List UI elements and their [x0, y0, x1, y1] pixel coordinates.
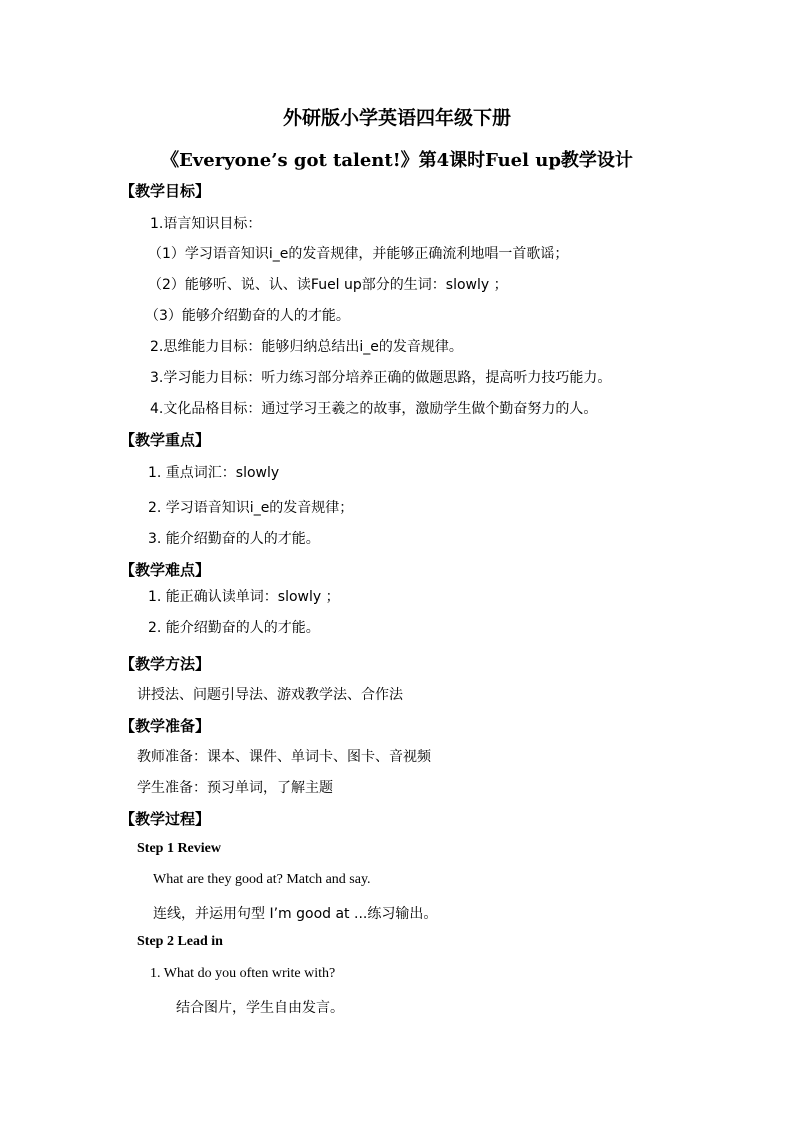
- document-subtitle: 《Everyone’s got talent!》第4课时Fuel up教学设计: [161, 150, 633, 171]
- methods-text: 讲授法、问题引导法、游戏教学法、合作法: [137, 687, 403, 703]
- key-point-item: 2. 学习语音知识i_e的发音规律；: [148, 500, 354, 516]
- document-title: 外研版小学英语四年级下册: [282, 107, 511, 129]
- process-heading: 【教学过程】: [120, 810, 211, 828]
- key-points-heading: 【教学重点】: [120, 431, 211, 449]
- objective-item: （1）学习语音知识i_e的发音规律，并能够正确流利地唱一首歌谣；: [148, 246, 569, 262]
- objective-item: （3）能够介绍勤奋的人的才能。: [145, 308, 350, 324]
- teacher-preparation: 教师准备：课本、课件、单词卡、图卡、音视频: [137, 749, 431, 765]
- objective-item: 4.文化品格目标：通过学习王羲之的故事，激励学生做个勤奋努力的人。: [150, 401, 598, 417]
- objectives-heading: 【教学目标】: [120, 182, 211, 200]
- difficulties-heading: 【教学难点】: [120, 561, 211, 579]
- step2-line1: 1. What do you often write with?: [150, 966, 336, 981]
- objective-item: 1.语言知识目标：: [150, 216, 262, 232]
- student-preparation: 学生准备：预习单词，了解主题: [137, 780, 333, 796]
- preparation-heading: 【教学准备】: [120, 717, 211, 735]
- step1-title: Step 1 Review: [137, 841, 221, 856]
- difficulty-item: 2. 能介绍勤奋的人的才能。: [148, 620, 320, 636]
- step1-line2: 连线，并运用句型 I’m good at ...练习输出。: [153, 906, 438, 922]
- key-point-item: 1. 重点词汇：slowly: [148, 465, 280, 481]
- objective-item: 2.思维能力目标：能够归纳总结出i_e的发音规律。: [150, 339, 463, 355]
- step2-title: Step 2 Lead in: [137, 934, 223, 949]
- step2-line2: 结合图片，学生自由发言。: [176, 1000, 344, 1016]
- key-point-item: 3. 能介绍勤奋的人的才能。: [148, 531, 320, 547]
- step1-line1: What are they good at? Match and say.: [153, 872, 371, 887]
- difficulty-item: 1. 能正确认读单词：slowly ；: [148, 589, 340, 605]
- objective-item: 3.学习能力目标：听力练习部分培养正确的做题思路，提高听力技巧能力。: [150, 370, 612, 386]
- objective-item: （2）能够听、说、认、读Fuel up部分的生词：slowly ；: [148, 277, 508, 293]
- methods-heading: 【教学方法】: [120, 655, 211, 673]
